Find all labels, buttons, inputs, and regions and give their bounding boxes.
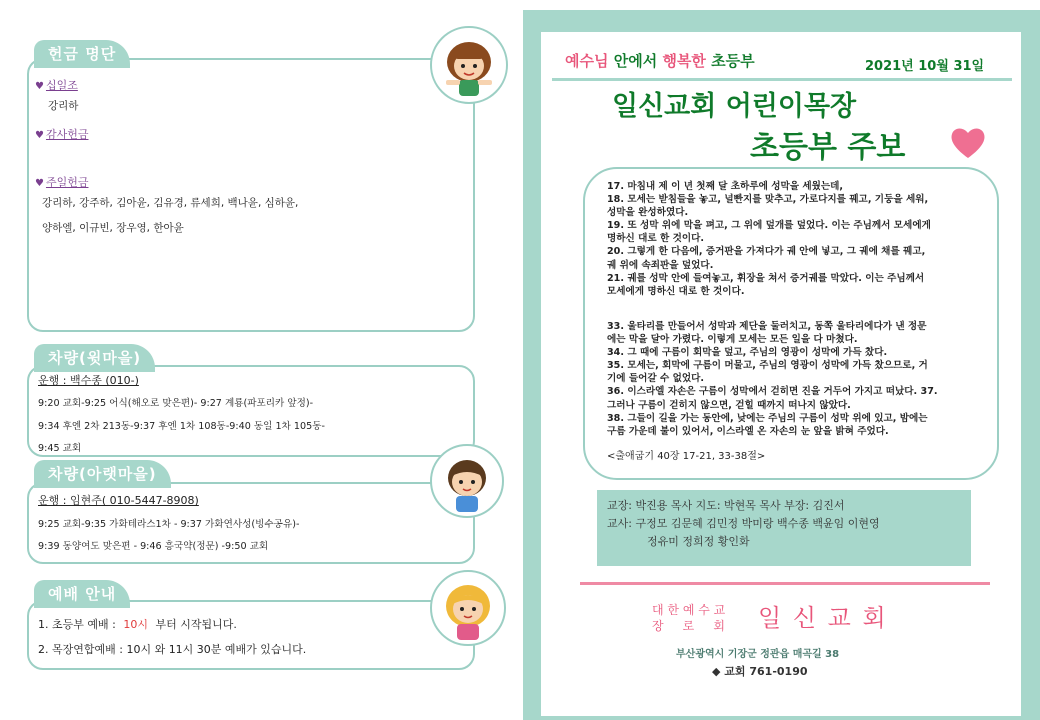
staff-line2: 교사: 구정모 김문혜 김민정 박미랑 백수종 백윤임 이현영	[607, 517, 880, 530]
scripture-line: 기에 들어갈 수 없었다.	[607, 373, 705, 385]
scripture-line: 20. 그렇게 한 다음에, 증거판을 가져다가 궤 안에 넣고, 그 궤에 채를 꿰고,	[607, 246, 926, 258]
scripture-reference: <출애굽기 40장 17-21, 33-38절>	[607, 451, 766, 462]
scripture-line: 21. 궤를 성막 안에 들여놓고, 휘장을 쳐서 증거궤를 막았다. 이는 주님께서	[607, 272, 925, 284]
worship-line1-prefix: 1. 초등부 예배 :	[38, 618, 116, 631]
worship-panel	[27, 600, 475, 670]
tithe-heading	[35, 74, 78, 93]
bus-lower-title: 차량(아랫마을)	[34, 460, 171, 488]
bus-lower-route-line1: 9:25 교회-9:35 가화테라스1차 - 9:37 가화연사성(빙수공유)-	[38, 519, 300, 530]
slogan-word-3: 행복한	[662, 52, 706, 70]
heart-icon: ♥	[35, 81, 44, 92]
weekly-names-line1: 강리하, 강주하, 김아윤, 김유경, 류세희, 백나윤, 심하윤,	[42, 197, 299, 209]
staff-line3: 정유미 정희정 황인화	[647, 535, 750, 548]
worship-line2: 2. 목장연합예배 : 10시 와 11시 30분 예배가 있습니다.	[38, 643, 307, 656]
heart-icon: ♥	[35, 178, 44, 189]
bus-lower-route-line2: 9:39 동양여도 맞은편 - 9:46 흥국약(정문) -9:50 교회	[38, 541, 269, 552]
bus-upper-title: 차량(윗마을)	[34, 344, 155, 372]
tithe-names: 강리하	[48, 100, 79, 112]
scripture-line: 17. 마침내 제 이 년 첫째 달 초하루에 성막을 세웠는데,	[607, 181, 844, 192]
scripture-line: 35. 모세는, 회막에 구름이 머물고, 주님의 영광이 성막에 가득 찼으므로, 거	[607, 360, 928, 372]
scripture-line: 성막을 완성하였다.	[607, 207, 689, 219]
tithe-heading-label: 십일조	[45, 79, 78, 92]
footer-divider	[580, 582, 990, 585]
denomination-line2: 장 로 회	[652, 619, 725, 633]
bulletin-date: 2021년 10월 31일	[865, 59, 985, 74]
worship-title: 예배 안내	[34, 580, 130, 608]
slogan-word-2: 안에서	[613, 52, 658, 70]
weekly-heading-label: 주일헌금	[45, 176, 89, 189]
denomination-line1: 대 한 예 수 교	[652, 603, 726, 617]
bus-upper-route-line3: 9:45 교회	[38, 443, 82, 454]
scripture-line: 구름 가운데 불이 있어서, 이스라엘 온 자손의 눈 앞을 밝혀 주었다.	[607, 425, 889, 437]
worship-line1-suffix: 부터 시작됩니다.	[155, 618, 237, 631]
girl-avatar-2-icon	[430, 570, 506, 646]
bus-upper-driver: 운행 : 백수종 (010-)	[38, 374, 139, 387]
thanks-heading-label: 감사헌금	[45, 128, 89, 141]
title-line1: 일신교회 어린이목장	[612, 91, 857, 122]
scripture-line: 그러나 구름이 걷히지 않으면, 걷힐 때까지 떠나지 않았다.	[607, 399, 851, 411]
church-address: 부산광역시 기장군 정관읍 매곡길 38	[676, 649, 840, 660]
scripture-line: 19. 또 성막 위에 막을 펴고, 그 위에 덮개를 덮었다. 이는 주님께서 모세에게	[607, 220, 931, 232]
header-divider	[552, 78, 1012, 81]
slogan-word-4: 초등부	[711, 52, 755, 70]
scripture-line: 38. 그들이 길을 가는 동안에, 낮에는 주님의 구름이 성막 위에 있고, 밤에는	[607, 412, 928, 424]
slogan-word-1: 예수님	[565, 52, 609, 70]
scripture-line: 에는 막을 달아 가렸다. 이렇게 모세는 모든 일을 다 마쳤다.	[607, 334, 858, 346]
scripture-block-2	[607, 320, 938, 438]
church-phone: ◆ 교회 761-0190	[712, 665, 808, 678]
bus-lower-driver: 운행 : 임현주( 010-5447-8908)	[38, 494, 199, 507]
staff-line1: 교장: 박진용 목사 지도: 박현목 목사 부장: 김진서	[607, 499, 845, 512]
scripture-line: 33. 울타리를 만들어서 성막과 제단을 둘러치고, 동쪽 울타리에다가 낸 정문	[607, 321, 927, 332]
scripture-line: 36. 이스라엘 자손은 구름이 성막에서 걷히면 진을 거두어 가지고 떠났다. 37.	[607, 386, 938, 398]
weekly-heading	[35, 171, 88, 190]
scripture-block-1	[607, 180, 931, 298]
offering-title: 헌금 명단	[34, 40, 130, 68]
scripture-line: 명하신 대로 한 것이다.	[607, 233, 705, 245]
slogan	[565, 50, 755, 71]
scripture-line: 18. 모세는 받침들을 놓고, 널빤지를 맞추고, 가로다지를 꿰고, 기둥을 세워,	[607, 194, 929, 206]
scripture-line: 34. 그 때에 구름이 회막을 덮고, 주님의 영광이 성막에 가득 찼다.	[607, 347, 888, 359]
church-name: 일 신 교 회	[758, 604, 888, 632]
scripture-line: 궤 위에 속죄판을 덮었다.	[607, 259, 714, 271]
weekly-names-line2: 양하엘, 이규빈, 장우영, 한아윤	[42, 222, 184, 234]
heart-icon: ♥	[35, 130, 44, 141]
thanks-heading	[35, 123, 88, 142]
scripture-line: 모세에게 명하신 대로 한 것이다.	[607, 285, 745, 297]
title-line2: 초등부 주보	[750, 130, 906, 165]
bus-upper-route-line2: 9:34 후엔 2차 213동-9:37 후엔 1차 108동-9:40 동일 1차 105동-	[38, 421, 325, 432]
heart-decoration-icon	[950, 126, 986, 164]
worship-line1-time: 10시	[123, 618, 148, 631]
girl-avatar-icon	[430, 26, 508, 104]
worship-line1	[38, 616, 237, 632]
bus-upper-route-line1: 9:20 교회-9:25 어식(해오로 맞은편)- 9:27 계룡(파포리카 앞정)-	[38, 398, 314, 409]
boy-avatar-icon	[430, 444, 504, 518]
